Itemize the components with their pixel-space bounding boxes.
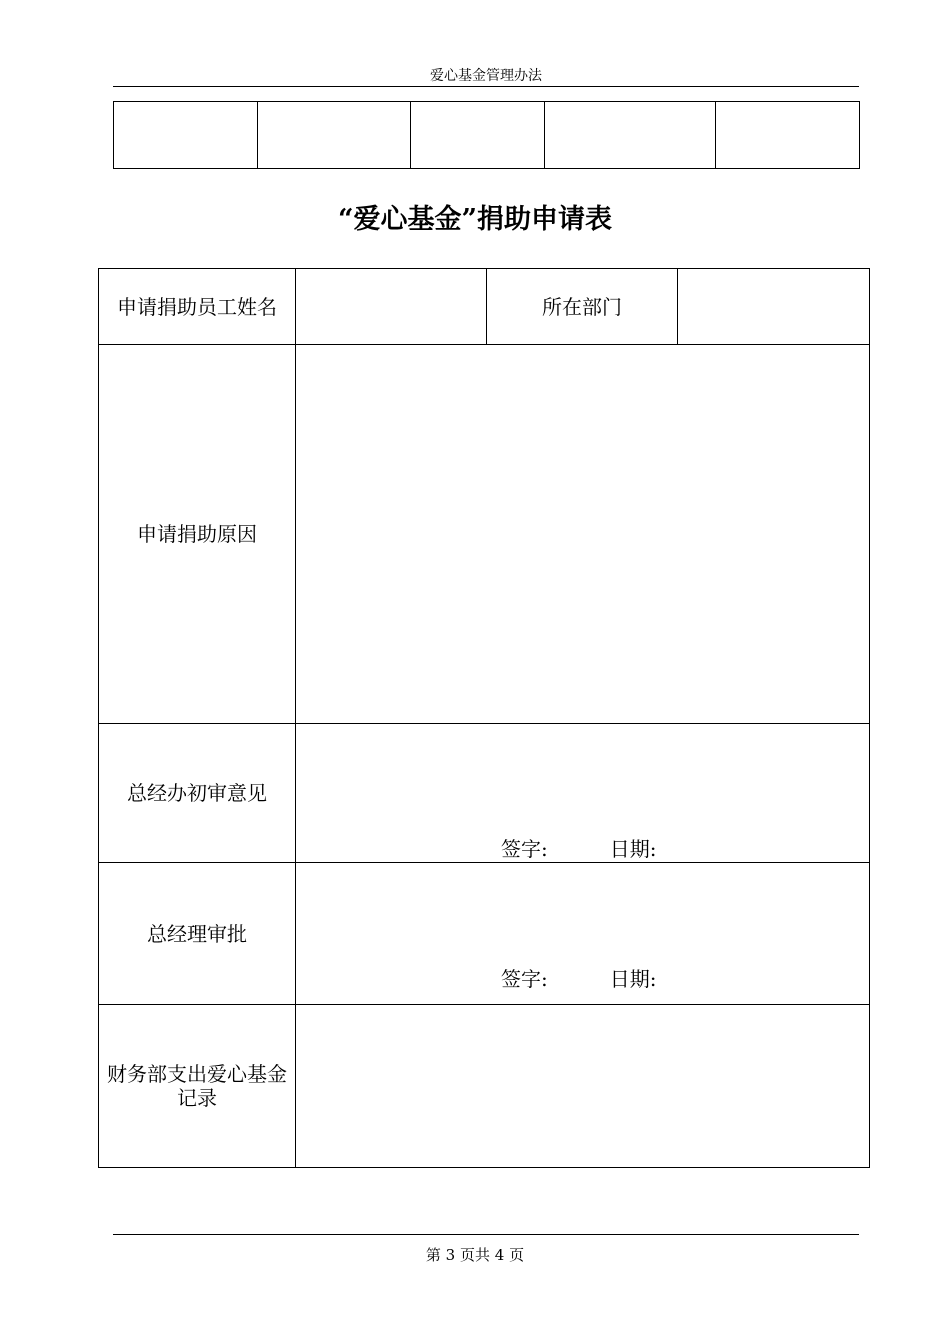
application-form-table [98,268,870,1168]
applicant-name-field[interactable] [296,269,487,345]
signature-line [501,966,657,992]
reason-field[interactable] [296,345,870,724]
gm-approval-label: 总经理审批 [99,863,296,1005]
empty-cell [114,102,258,169]
signature-line [501,836,657,862]
signature-label: 签字: [501,967,548,991]
table-row [99,345,870,724]
finance-record-field[interactable] [296,1005,870,1168]
date-label: 日期: [609,837,657,861]
signature-label: 签字: [501,837,548,861]
applicant-name-label: 申请捐助员工姓名 [99,269,296,345]
page-number: 第 3 页共 4 页 [425,1246,525,1264]
initial-review-label: 总经办初审意见 [99,724,296,863]
table-row [99,269,870,345]
date-label: 日期: [609,967,657,991]
reason-label: 申请捐助原因 [99,345,296,724]
previous-page-table-fragment [113,101,860,169]
gm-approval-field[interactable] [296,863,870,1005]
empty-cell [545,102,716,169]
table-row [99,1005,870,1168]
form-title: “爱心基金”捐助申请表 [337,204,613,235]
header-title: 爱心基金管理办法 [430,68,542,84]
empty-cell [716,102,860,169]
initial-review-field[interactable] [296,724,870,863]
empty-cell [258,102,411,169]
table-row [114,102,860,169]
footer-divider [113,1234,859,1235]
department-field[interactable] [678,269,870,345]
header-divider [113,86,859,87]
finance-record-label: 财务部支出爱心基金记录 [99,1005,296,1168]
empty-cell [411,102,545,169]
table-row [99,863,870,1005]
department-label: 所在部门 [487,269,678,345]
table-row [99,724,870,863]
